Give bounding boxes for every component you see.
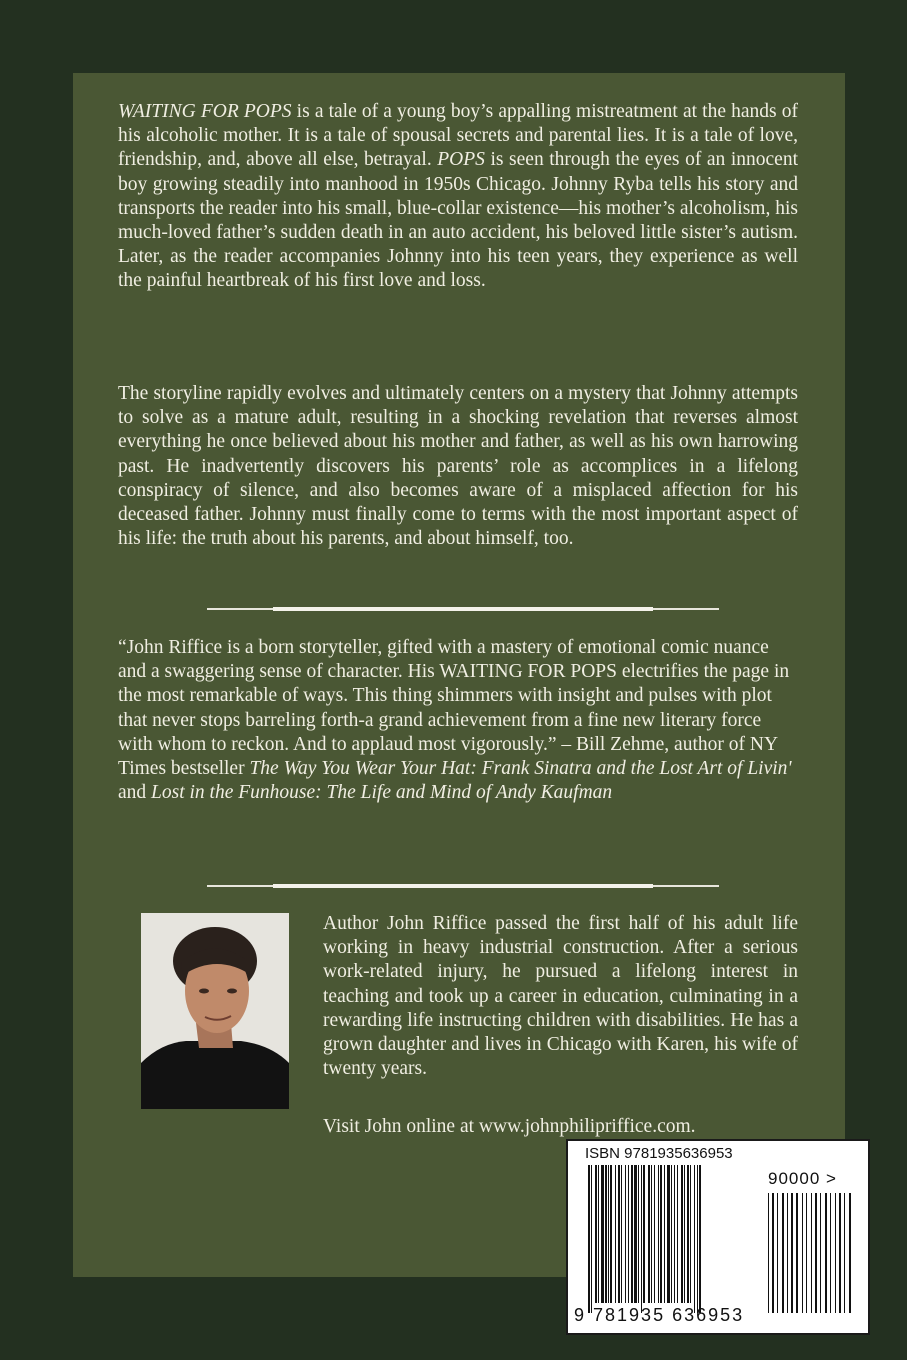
author-photo (141, 913, 289, 1109)
price-code: 90000 > (768, 1169, 837, 1188)
synopsis-text-a: is a tale of a young boy’s appalling mistreatment at the hands of his alcoholic mother. It is a tale of spousal secrets and parental lies. It is a tale of love, friendship, and, above all else, betrayal. (118, 101, 798, 171)
author-bio: Author John Riffice passed the first half of his adult life working in heavy industrial construction. After a serious work-related injury, he pursued a lifelong interest in teaching and took up a career in education, culminating in a rewarding life instructing children with disabilities. He has a grown daughter and lives in Chicago with Karen, his wife of twenty years. (323, 913, 798, 1080)
divider-rule (207, 885, 719, 887)
synopsis-text-b: is seen through the eyes of an innocent boy growing steadily into manhood in 1950s Chicago. Johnny Ryba tells his story and transports the reader into his small, blue-collar existence—his mother’s alcoholism, his much-loved father’s sudden death in an auto accident, his beloved little sister’s autism. Later, as the reader accompanies Johnny into his teen years, they experience as well the painful heartbreak of his first love and loss. (118, 149, 798, 292)
isbn-barcode (566, 1139, 870, 1335)
author-website-line: Visit John online at www.johnphilipriffice.com. (323, 1116, 696, 1137)
barcode-digits: 9 781935 636953 (574, 1305, 745, 1325)
review-book-title-2: Lost in the Funhouse: The Life and Mind of Andy Kaufman (151, 782, 613, 804)
review-connector: and (118, 782, 152, 804)
review-book-title-1: The Way You Wear Your Hat: Frank Sinatra and the Lost Art of Livin' (249, 758, 792, 780)
review-quote (118, 636, 798, 805)
review-quote-text: “John Riffice is a born storyteller, gifted with a mastery of emotional comic nuance and a swaggering sense of character. His WAITING FOR POPS electrifies the page in the most remarkable of ways. This thing shimmers with insight and pulses with plot that never stops barreling forth-a grand achievement from a fine new literary force with whom to reckon. And to applaud most vigorously.” – Bill Zehme, author of NY Times bestseller (118, 637, 790, 780)
book-title-italic: WAITING FOR POPS (118, 101, 292, 122)
synopsis-paragraph-1 (118, 100, 798, 294)
isbn-label: ISBN 9781935636953 (585, 1145, 733, 1162)
synopsis-paragraph-2: The storyline rapidly evolves and ultimately centers on a mystery that Johnny attempts to solve as a mature adult, resulting in a shocking revelation that reverses almost everything he once believed about his mother and father, as well as his own harrowing past. He inadvertently discovers his parents’ role as accomplices in a lifelong conspiracy of silence, and also becomes aware of a misplaced affection for his deceased father. Johnny must finally come to terms with the most important aspect of his life: the truth about his parents, and about himself, too. (118, 383, 798, 550)
book-title-short-italic: POPS (437, 149, 485, 171)
divider-rule (207, 608, 719, 610)
